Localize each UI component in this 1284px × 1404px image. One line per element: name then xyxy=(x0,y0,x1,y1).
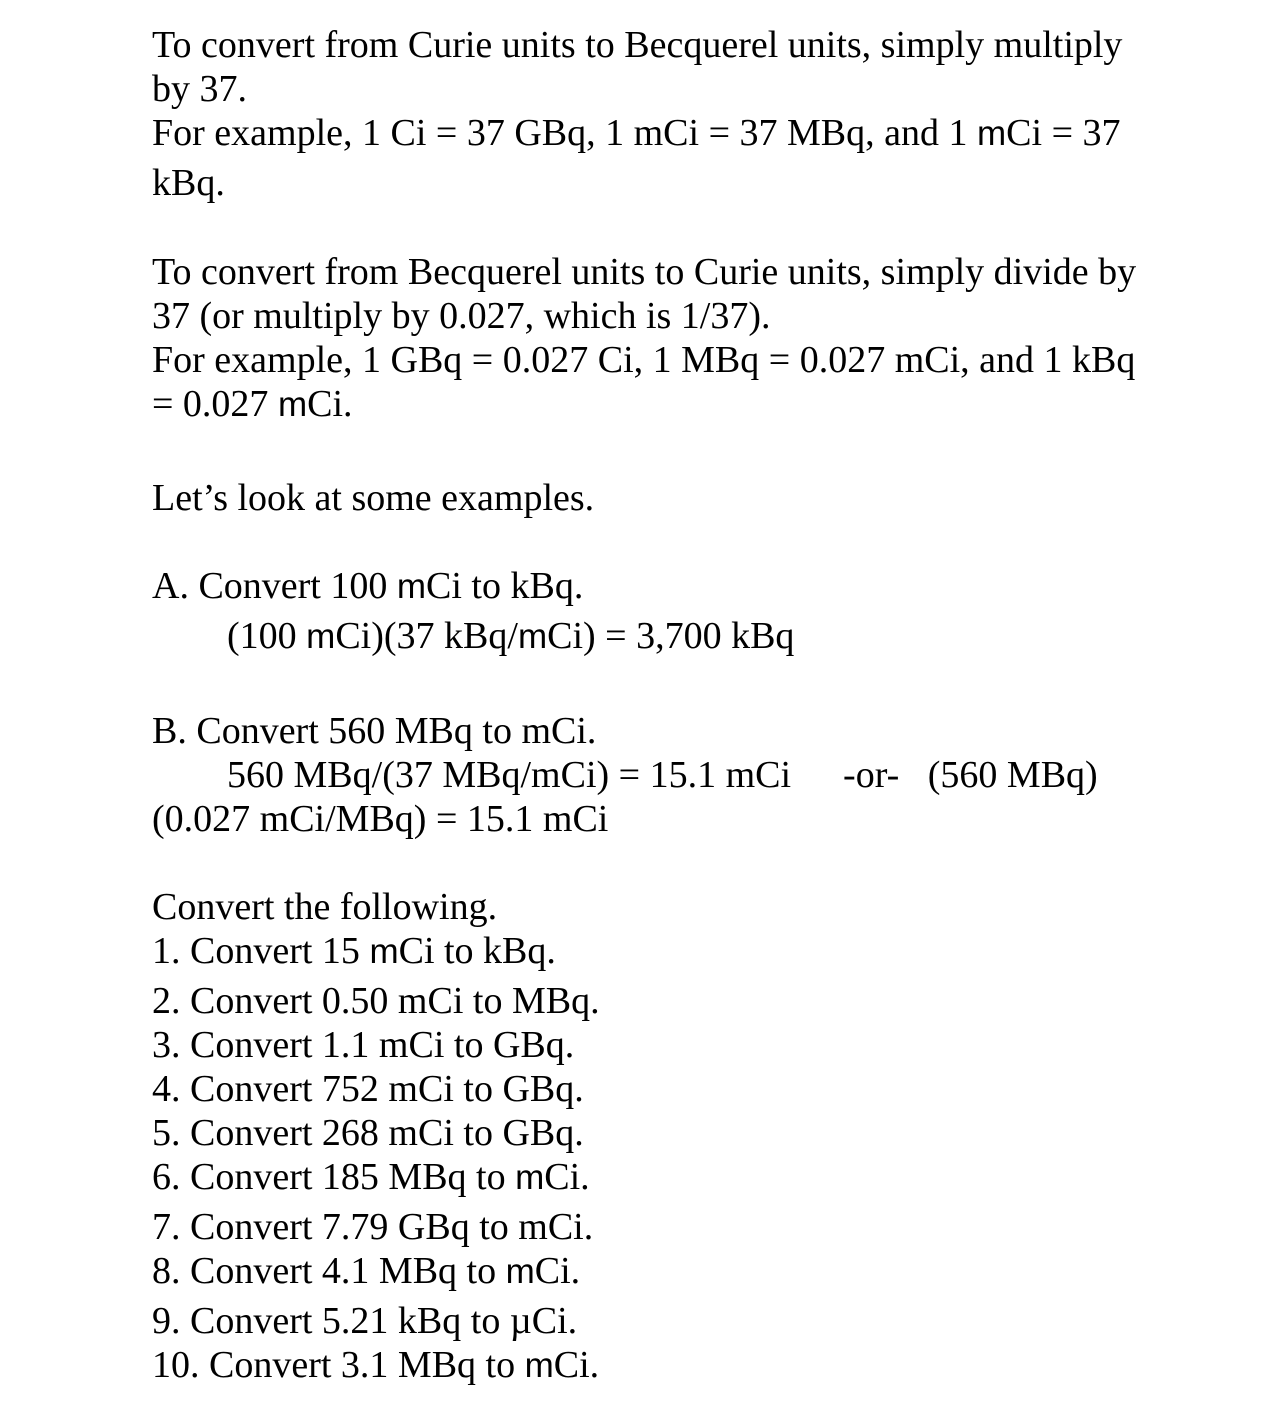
intro-ci-to-bq-line-3 xyxy=(152,114,1121,152)
text-segment: 560 MBq/(37 MBq/mCi) = 15.1 mCi xyxy=(227,754,792,796)
text-segment: Ci. xyxy=(307,383,353,425)
text-segment: 6. Convert 185 MBq to xyxy=(152,1156,516,1198)
list-item: 3. Convert 1.1 mCi to GBq. xyxy=(152,1024,575,1066)
text-segment: 10. Convert 3.1 MBq to xyxy=(152,1344,525,1386)
micro-prefix: m xyxy=(515,1158,545,1197)
text-segment: Ci. xyxy=(553,1344,600,1386)
intro-ci-to-bq-line-2: by 37. xyxy=(152,68,247,110)
micro-prefix: m xyxy=(369,932,399,971)
micro-prefix: m xyxy=(517,617,548,656)
micro-prefix: m xyxy=(977,114,1007,153)
intro-ci-to-bq-line-1: To convert from Curie units to Becquerel units, simply multiply xyxy=(152,24,1123,66)
text-segment: Ci)(37 kBq/ xyxy=(335,615,518,657)
text-segment: Ci to kBq. xyxy=(426,565,584,607)
text-segment: 1. Convert 15 xyxy=(152,930,370,972)
text-segment: 8. Convert 4.1 MBq to xyxy=(152,1250,506,1292)
text-segment: Ci) = 3,700 kBq xyxy=(547,615,795,657)
list-item xyxy=(152,1158,590,1196)
text-segment: (560 MBq) xyxy=(927,754,1098,796)
text-segment: = 0.027 xyxy=(152,383,278,425)
list-item: 5. Convert 268 mCi to GBq. xyxy=(152,1112,584,1154)
micro-prefix: m xyxy=(396,567,427,606)
exercises-heading: Convert the following. xyxy=(152,886,498,928)
example-b-work-line-2: (0.027 mCi/MBq) = 15.1 mCi xyxy=(152,798,609,840)
list-item: 4. Convert 752 mCi to GBq. xyxy=(152,1068,584,1110)
or-separator: -or- xyxy=(843,754,900,796)
example-a-work xyxy=(227,617,794,655)
micro-prefix: m xyxy=(306,617,336,656)
text-segment: (100 xyxy=(227,615,307,657)
text-segment: For example, 1 Ci = 37 GBq, 1 mCi = 37 MBq, and 1 xyxy=(152,112,978,154)
example-b-title: B. Convert 560 MBq to mCi. xyxy=(152,710,597,752)
list-item: 7. Convert 7.79 GBq to mCi. xyxy=(152,1206,594,1248)
list-item xyxy=(152,1346,599,1384)
micro-prefix: m xyxy=(524,1346,554,1385)
text-segment: A. Convert 100 xyxy=(152,565,397,607)
intro-bq-to-ci-line-4 xyxy=(152,385,353,423)
examples-intro: Let’s look at some examples. xyxy=(152,477,595,519)
example-a-title xyxy=(152,567,583,605)
list-item: 9. Convert 5.21 kBq to µCi. xyxy=(152,1300,578,1342)
text-segment: Ci = 37 xyxy=(1006,112,1121,154)
intro-bq-to-ci-line-2: 37 (or multiply by 0.027, which is 1/37). xyxy=(152,295,771,337)
intro-ci-to-bq-line-4: kBq. xyxy=(152,162,225,204)
text-segment: Ci. xyxy=(534,1250,581,1292)
intro-bq-to-ci-line-1: To convert from Becquerel units to Curie units, simply divide by xyxy=(152,251,1137,293)
list-item xyxy=(152,1252,580,1290)
list-item xyxy=(152,932,556,970)
micro-prefix: m xyxy=(505,1252,535,1291)
micro-prefix: m xyxy=(277,385,308,424)
text-segment: Ci to kBq. xyxy=(398,930,556,972)
text-segment: Ci. xyxy=(544,1156,590,1198)
list-item: 2. Convert 0.50 mCi to MBq. xyxy=(152,980,600,1022)
example-b-work-line-1 xyxy=(227,756,1098,794)
intro-bq-to-ci-line-3: For example, 1 GBq = 0.027 Ci, 1 MBq = 0.027 mCi, and 1 kBq xyxy=(152,339,1136,381)
